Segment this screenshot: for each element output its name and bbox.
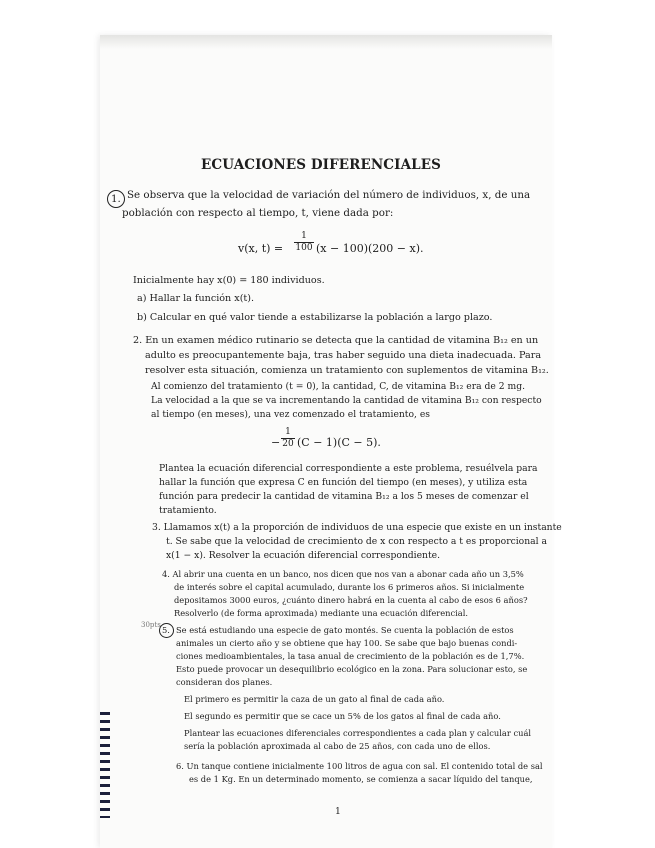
p1-part-b: b) Calcular en qué valor tiende a estabilizarse la población a largo plazo. [137,312,493,323]
p6-line-1: 6. Un tanque contiene inicialmente 100 litros de agua con sal. El contenido total de sal [176,761,543,771]
problem-1-number: 1. [111,193,121,205]
p5-plan-2: El segundo es permitir que se cace un 5% de los gatos al final de cada año. [184,711,501,721]
p4-line-2: de interés sobre el capital acumulado, durante los 6 primeros años. Si inicialmente [174,582,525,592]
p2-line-5: La velocidad a la que se va incrementando la cantidad de vitamina B₁₂ con respecto [151,395,542,406]
p2-line-2: adulto es preocupantemente baja, tras haber seguido una dieta inadecuada. Para [145,350,542,361]
p2-equation-sign: − [271,436,281,449]
page-number: 1 [335,806,341,817]
p3-line-2: t. Se sabe que la velocidad de crecimiento de x con respecto a t es proporcional a [166,536,547,547]
p2-line-6: al tiempo (en meses), una vez comenzado el tratamiento, es [151,409,431,420]
p5-line-9: sería la población aproximada al cabo de 25 años, con cada uno de ellos. [184,741,491,751]
p2-line-7: Plantea la ecuación diferencial correspondiente a este problema, resuélvela para [159,463,538,474]
p1-fraction-numerator: 1 [301,231,307,241]
p5-plan-1: El primero es permitir la caza de un gato al final de cada año. [184,694,445,704]
p3-line-3: x(1 − x). Resolver la ecuación diferencial correspondiente. [166,550,440,561]
p5-line-5: consideran dos planes. [176,677,273,687]
p4-line-1: 4. Al abrir una cuenta en un banco, nos dicen que nos van a abonar cada año un 3,5% [162,569,524,579]
p1-equation-right: (x − 100)(200 − x). [316,242,424,255]
p1-equation-left: v(x, t) = [238,242,284,255]
p5-line-1: Se está estudiando una especie de gato montés. Se cuenta la población de estos [176,625,514,635]
p4-line-4: Resolverlo (de forma aproximada) mediante una ecuación diferencial. [174,608,469,618]
p1-initial: Inicialmente hay x(0) = 180 individuos. [133,275,325,286]
p5-line-8: Plantear las ecuaciones diferenciales correspondientes a cada plan y calcular cuál [184,728,532,738]
page-title: ECUACIONES DIFERENCIALES [201,157,441,173]
p2-line-8: hallar la función que expresa C en función del tiempo (en meses), y utiliza esta [159,477,528,488]
margin-note: 30pts [141,621,161,629]
p5-line-2: animales un cierto año y se obtiene que hay 100. Se sabe que bajo buenas condi- [176,638,518,648]
p2-line-9: función para predecir la cantidad de vitamina B₁₂ a los 5 meses de comenzar el [159,491,529,502]
p1-line-1: Se observa que la velocidad de variación del número de individuos, x, de una [127,189,531,201]
p3-line-1: 3. Llamamos x(t) a la proporción de individuos de una especie que existe en un instante [152,522,562,533]
p2-fraction-numerator: 1 [285,427,291,437]
p4-line-3: depositamos 3000 euros, ¿cuánto dinero habrá en la cuenta al cabo de esos 6 años? [174,595,528,605]
spiral-binding [100,712,110,818]
p5-line-3: ciones medioambientales, la tasa anual de crecimiento de la población es de 1,7%. [176,651,525,661]
p2-equation-fraction [281,428,295,449]
paper-top-shadow [100,35,552,49]
p2-line-1: 2. En un examen médico rutinario se detecta que la cantidad de vitamina B₁₂ en un [133,335,539,346]
p2-line-3: resolver esta situación, comienza un tratamiento con suplementos de vitamina B₁₂. [145,365,549,376]
p1-equation-fraction [294,232,314,253]
p2-fraction-denominator: 20 [282,439,294,449]
p1-line-2: población con respecto al tiempo, t, viene dada por: [122,207,394,219]
p6-line-2: es de 1 Kg. En un determinado momento, se comienza a sacar líquido del tanque, [189,774,533,784]
p5-line-4: Esto puede provocar un desequilibrio ecológico en la zona. Para solucionar esto, se [176,664,528,674]
p1-part-a: a) Hallar la función x(t). [137,293,255,304]
p2-equation-right: (C − 1)(C − 5). [297,436,381,449]
p2-line-4: Al comienzo del tratamiento (t = 0), la cantidad, C, de vitamina B₁₂ era de 2 mg. [151,381,526,392]
p1-fraction-denominator: 100 [295,243,313,253]
problem-5-number: 5. [162,625,170,635]
p2-line-10: tratamiento. [159,505,217,516]
